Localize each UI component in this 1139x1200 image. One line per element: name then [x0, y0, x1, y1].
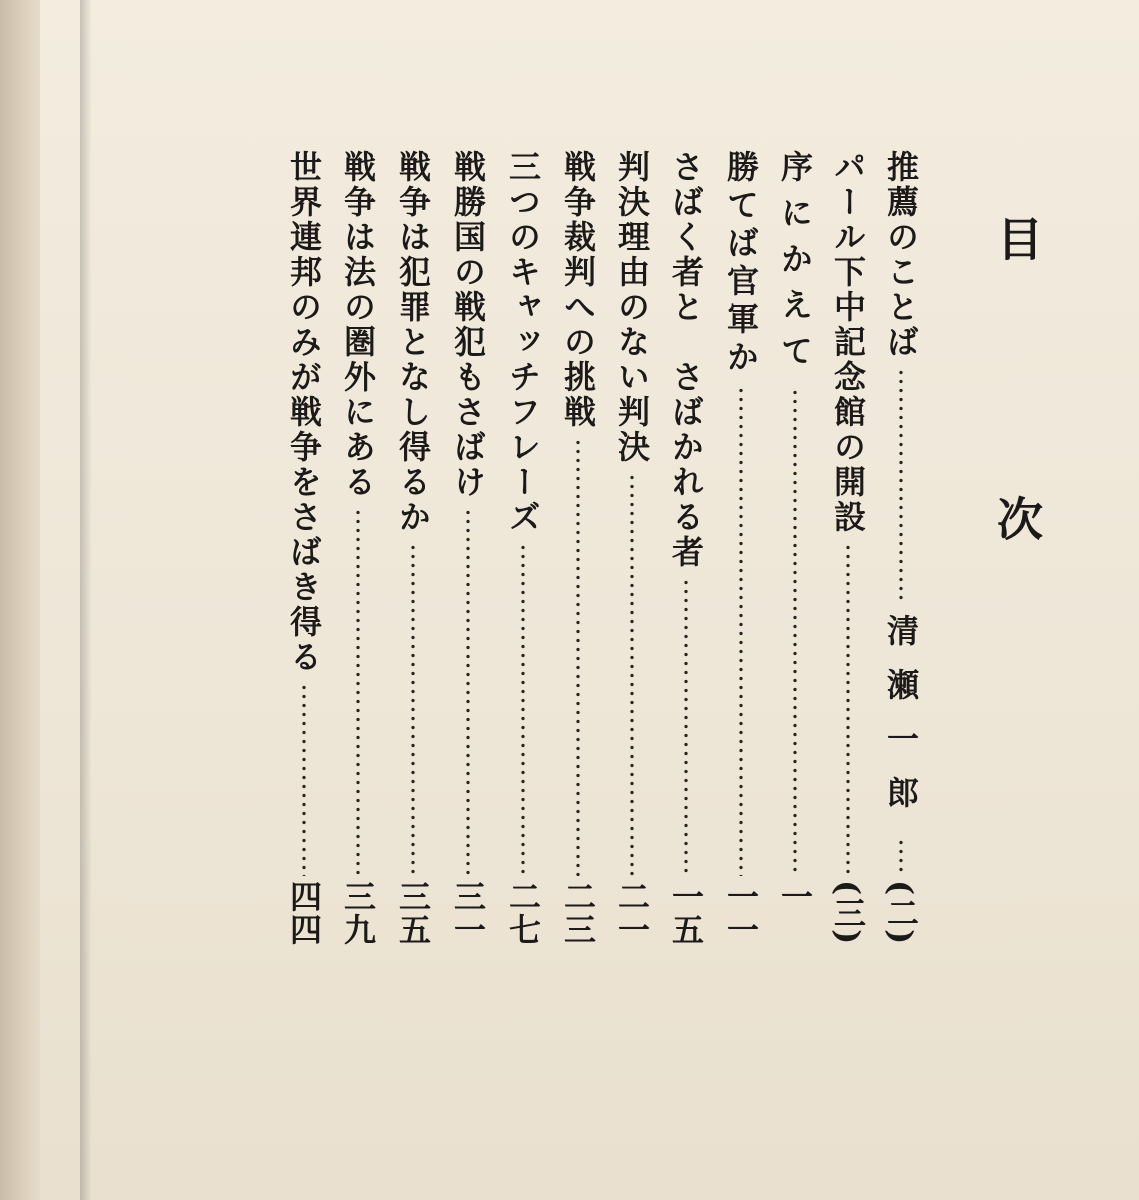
toc-entry-2 [830, 150, 866, 980]
toc-entry-10 [395, 150, 431, 980]
toc-entry-12 [286, 150, 322, 980]
toc-entry-6 [614, 150, 650, 980]
toc-entry-3 [777, 150, 813, 980]
toc-entry-title: 勝てば官軍か [722, 150, 760, 378]
toc-entry-title: 世界連邦のみが戦争をさばき得る [285, 150, 323, 675]
toc-entry-7 [560, 150, 596, 980]
toc-entry-8 [505, 150, 541, 980]
book-page [40, 0, 1139, 1200]
toc-entry-page: 三一 [449, 880, 487, 946]
toc-entry-page: 三九 [339, 880, 377, 946]
toc-entry-title: 三つのキャッチフレーズ [504, 150, 542, 535]
dot-leader [899, 838, 903, 876]
toc-entry-title: 戦争裁判への挑戦 [559, 150, 597, 430]
toc-heading: 目 次 [990, 215, 1044, 635]
dot-leader [739, 386, 743, 876]
dot-leader [630, 473, 634, 876]
toc-entry-author: 清瀬一郎 [882, 614, 920, 830]
toc-entry-title: パール下中記念館の開設 [829, 150, 867, 535]
toc-entry-1 [883, 150, 919, 980]
dot-leader [793, 388, 797, 876]
toc-entry-title: 戦争は犯罪となし得るか [394, 150, 432, 535]
toc-entry-9 [450, 150, 486, 980]
dot-leader [846, 543, 850, 876]
dot-leader [684, 578, 688, 876]
toc-entry-title: 判決理由のない判決 [613, 150, 651, 465]
toc-entry-page: 一五 [667, 880, 705, 946]
page-edge-left [0, 0, 40, 1200]
toc-entry-page: (二) [882, 880, 920, 946]
toc-entry-title: 戦勝国の戦犯もさばけ [449, 150, 487, 500]
toc-entry-page: 二一 [613, 880, 651, 946]
dot-leader [302, 683, 306, 876]
toc-entry-page: 二七 [504, 880, 542, 946]
toc-entry-page: (三) [829, 880, 867, 946]
toc-entry-4 [723, 150, 759, 980]
dot-leader [356, 508, 360, 876]
toc-entry-page: 一一 [722, 880, 760, 946]
toc-entry-5 [668, 150, 704, 980]
dot-leader [899, 368, 903, 604]
dot-leader [521, 543, 525, 876]
dot-leader [576, 438, 580, 876]
toc-entry-title: 序にかえて [776, 150, 814, 380]
dot-leader [411, 543, 415, 876]
toc-entry-11 [340, 150, 376, 980]
toc-entry-title: さばく者と さばかれる者 [667, 150, 705, 570]
table-of-contents [40, 0, 1139, 1200]
toc-entry-page: 一 [776, 880, 814, 913]
toc-entry-title: 推薦のことば [882, 150, 920, 360]
dot-leader [466, 508, 470, 876]
toc-entry-page: 三五 [394, 880, 432, 946]
toc-entry-page: 四四 [285, 880, 323, 946]
toc-entry-page: 二三 [559, 880, 597, 946]
toc-entry-title: 戦争は法の圏外にある [339, 150, 377, 500]
